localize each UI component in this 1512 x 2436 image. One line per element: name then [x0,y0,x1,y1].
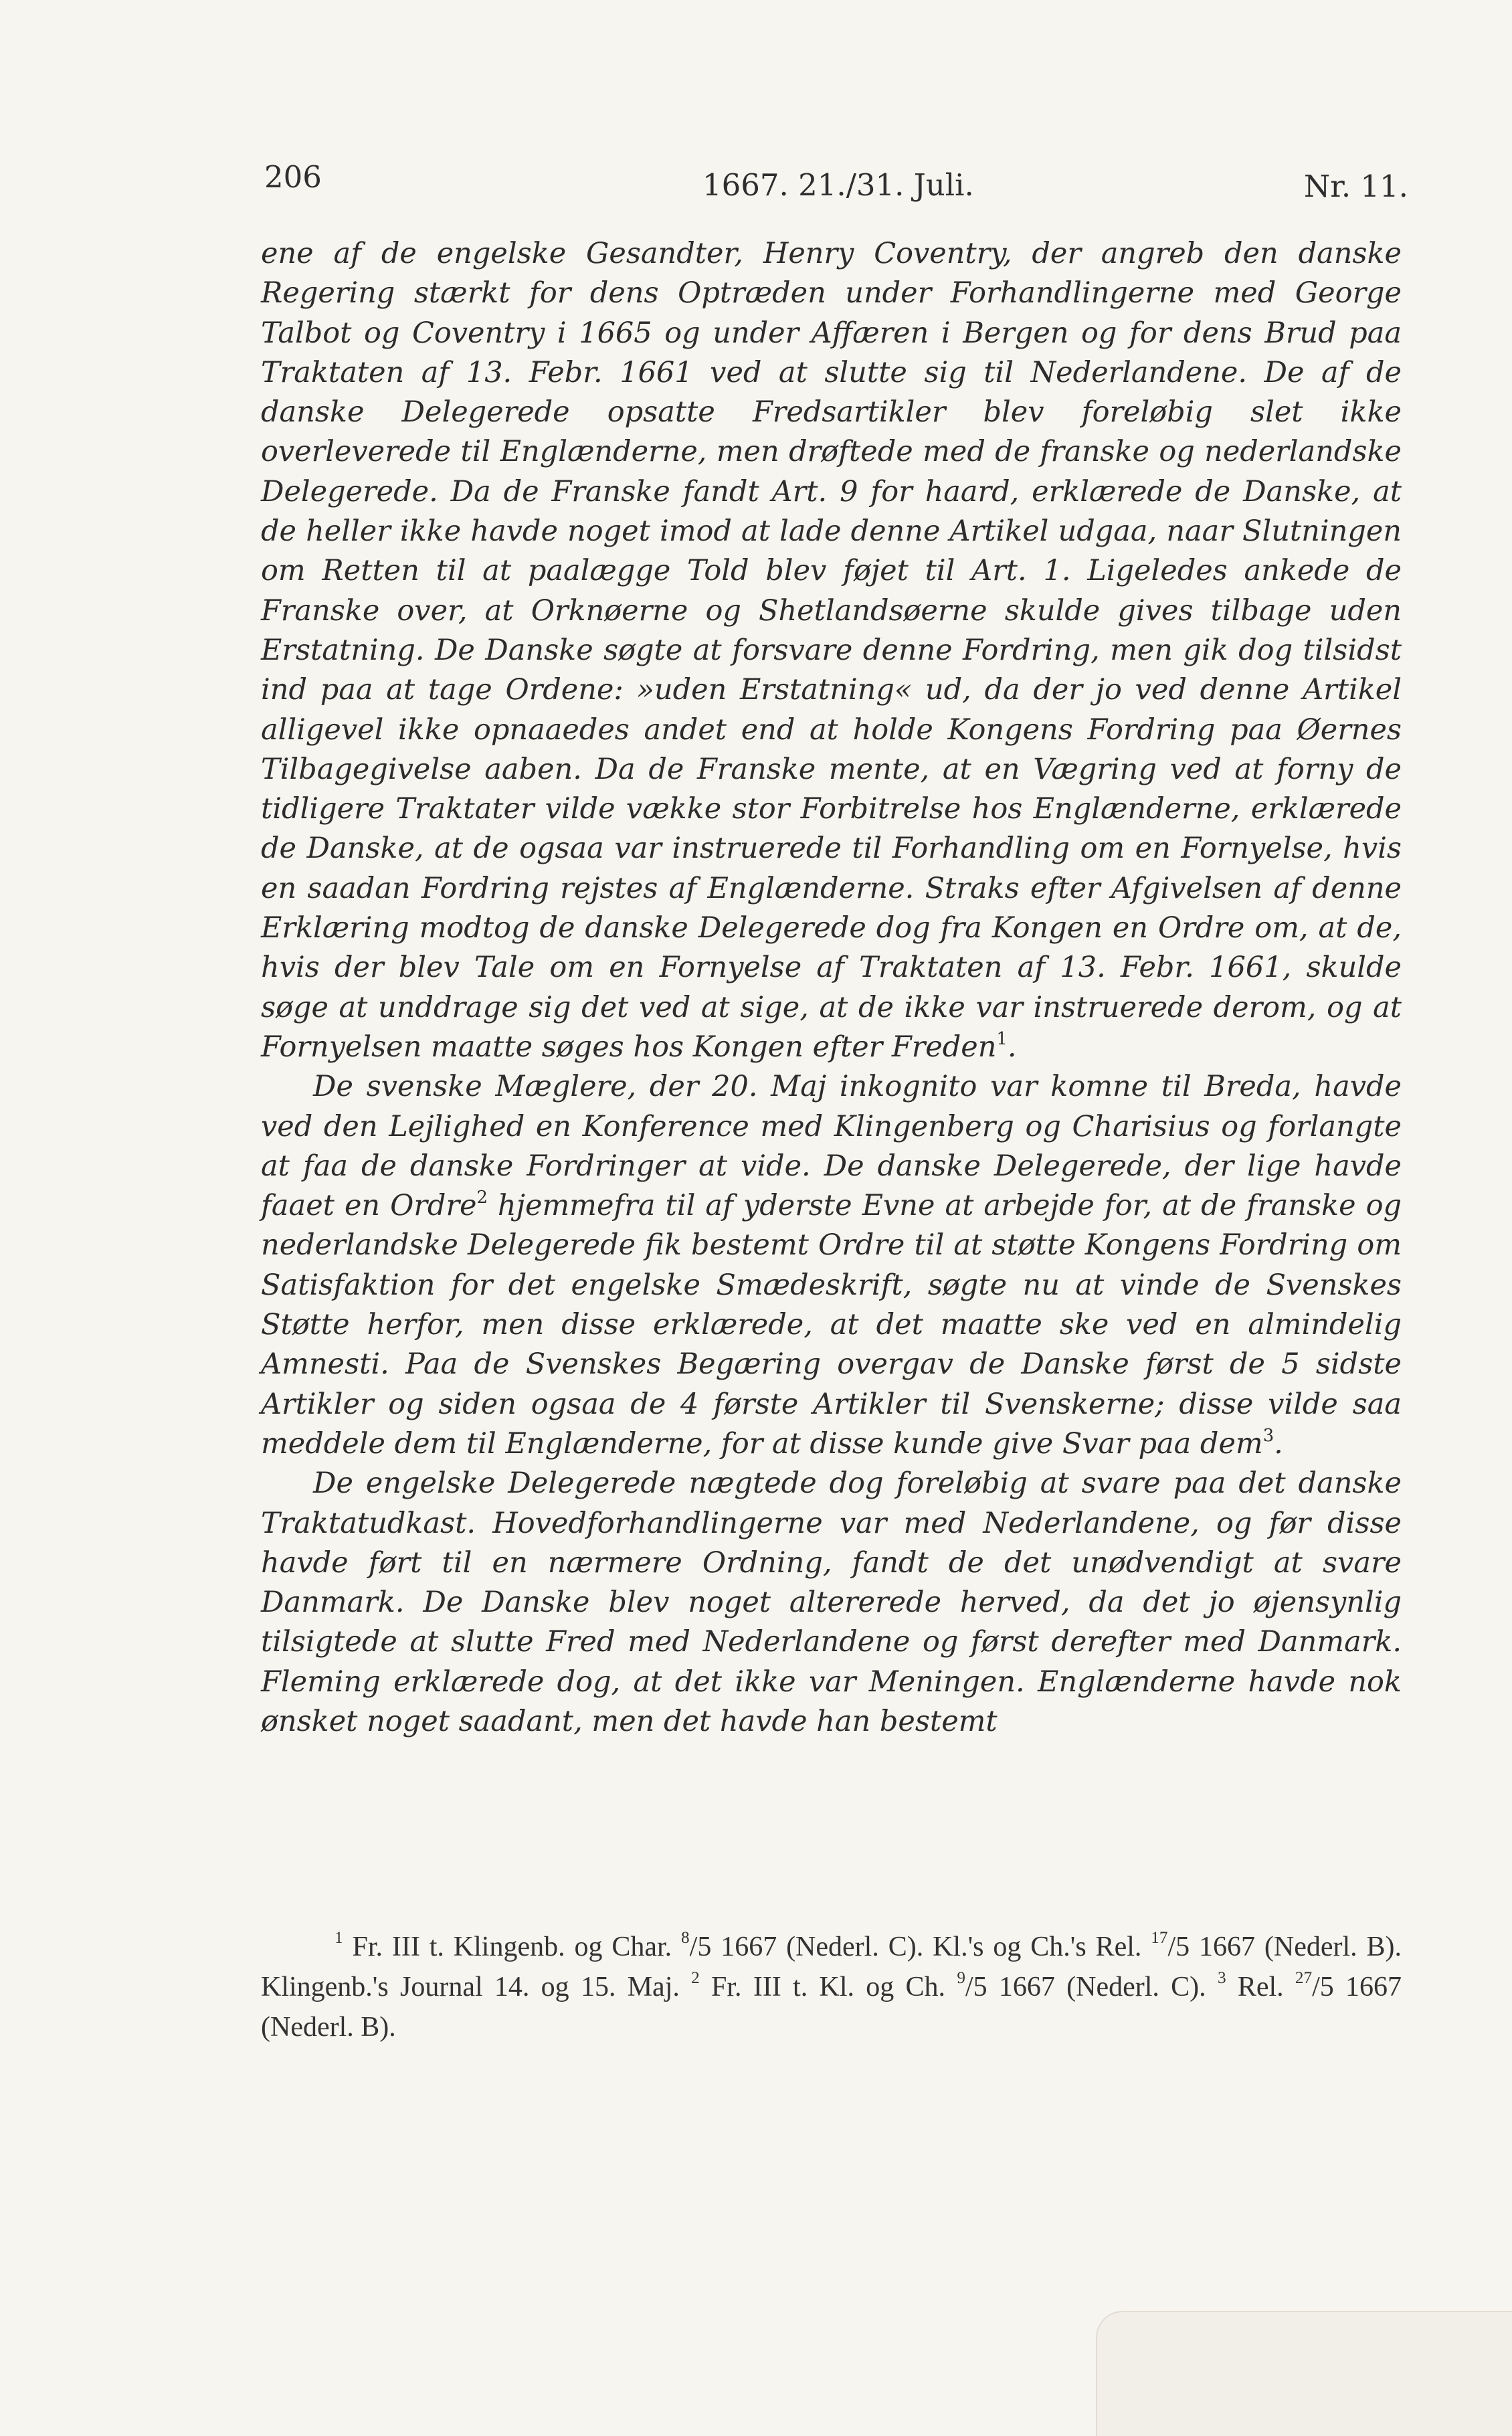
footnote-date-num: 27 [1295,1969,1313,1988]
footnote-date-num: 17 [1151,1929,1168,1948]
footnote-date-den: 5 [973,1972,987,2002]
text-run: ene af de engelske Gesandter, Henry Coventry, der angreb den danske Regering stærkt for dens Optræden under Forhandlingerne med George Talbot og Coventry i 1665 og under Affæren i Bergen og for dens Brud paa Traktaten af 13. Febr. 1661 ved at slutte sig til Nederlandene. De af de danske Delegerede opsatte Fredsartikler blev foreløbig slet ikke overleverede til Englænderne, men drøftede med de franske og nederlandske Delegerede. Da de Franske fandt Art. 9 for haard, erklærede de Danske, at de heller ikke havde noget imod at lade denne Artikel udgaa, naar Slutningen om Retten til at paalægge Told blev føjet til Art. 1. Ligeledes ankede de Franske over, at Orknøerne og Shetlandsøerne skulde gives tilbage uden Erstatning. De Danske søgte at forsvare denne Fordring, men gik dog tilsidst ind paa at tage Ordene: »uden Erstatning« ud, da der jo ved denne Artikel alligevel ikke opnaaedes andet end at holde Kongens Fordring paa Øernes Tilbagegivelse aaben. Da de Franske mente, at en Vægring ved at forny de tidligere Traktater vilde vække stor Forbitrelse hos Englænderne, erklærede de Danske, at de ogsaa var instruerede til Forhandling om en Fornyelse, hvis en saadan Fordring rejstes af Englænderne. Straks efter Afgivelsen af denne Erklæring modtog de danske Delegerede dog fra Kongen en Ordre om, at de, hvis der blev Tale om en Fornyelse af Traktaten af 13. Febr. 1661, skulde søge at unddrage sig det ved at sige, at de ikke var instruerede derom, og at Fornyelsen maatte søges hos Kongen efter Freden [261,237,1402,1064]
footnote-ref: 2 [476,1188,488,1208]
footnote-text: 1667 (Nederl. C). Kl.'s og Ch.'s Rel. [711,1932,1151,1962]
footnote-date-num: 8 [681,1929,690,1948]
footnote-text: Fr. III t. Klingenb. og Char. [352,1932,682,1962]
footnote-text: Rel. [1237,1972,1295,2002]
footnote-date-den: 5 [1175,1932,1190,1962]
footnote-marker: 2 [691,1969,700,1988]
paragraph [261,1067,1402,1464]
footnote-date-den: 5 [1319,1972,1334,2002]
page-corner-mark [1096,2311,1512,2436]
header-date: 1667. 21./31. Juli. [702,167,974,203]
text-run: De engelske Delegerede nægtede dog foreløbig at svare paa det danske Traktatudkast. Hovedforhandlingerne var med Nederlandene, og før disse havde ført til en nærmere Ordning, fandt de det unødvendigt at svare Danmark. De Danske blev noget altererede herved, da det jo øjensynlig tilsigtede at slutte Fred med Nederlandene og først derefter med Danmark. Fleming erklærede dog, at det ikke var Meningen. Englænderne havde nok ønsket noget saadant, men det havde han bestemt [261,1467,1402,1738]
footnote-text: 1667 (Nederl. C). [987,1972,1206,2002]
text-run: . [1274,1426,1283,1461]
footnote-ref: 3 [1262,1425,1274,1446]
paragraph [261,234,1402,1067]
footnote-marker: 3 [1217,1969,1226,1988]
footnotes [261,1927,1402,2047]
paragraph [261,1464,1402,1742]
text-run: hjemmefra til af yderste Evne at arbejde for, at de franske og nederlandske Delegerede fik bestemt Ordre til at støtte Kongens Fordring om Satisfaktion for det engelske Smædeskrift, søgte nu at vinde de Svenskes Støtte herfor, men disse erklærede, at det maatte ske ved en almindelig Amnesti. Paa de Svenskes Begæring overgav de Danske først de 5 sidste Artikler og siden ogsaa de 4 første Artikler til Svenskerne; disse vilde saa meddele dem til Englænderne, for at disse kunde give Svar paa dem [261,1189,1402,1461]
page-header [264,159,1408,213]
footnote-block: $^1$ Fr. III t. Klingenb. og Char. $^8$/5 1667 (Nederl. C). Kl.'s og Ch.'s Rel. $^{17}$/5 1667 (Nederl. B). Klingenb.'s Journal 14. og 15. Maj. $^2$ Fr. III t. Kl. og Ch. $^9$/5 1667 (Nederl. C). $^3$ Rel. $^{27}$/5 1667 (Nederl. B). [261,1929,1402,2043]
footnote-ref: 1 [996,1028,1008,1049]
footnote-marker: 1 [335,1929,343,1948]
text-run: . [1007,1030,1017,1064]
footnote-text: Fr. III t. Kl. og Ch. [711,1972,957,2002]
footnote-text: 1667 (Nederl. B). Klingenb.'s Journal 14. og 15. Maj. [261,1932,1402,2002]
text-run: De svenske Mæglere, der 20. Maj inkognito var komne til Breda, havde ved den Lejlighed en Konference med Klingenberg og Charisius og forlangte at faa de danske Fordringer at vide. De danske Delegerede, der lige havde faaet en Ordre [261,1070,1402,1223]
body-text [261,234,1402,1742]
page-number: 206 [264,159,322,195]
footnote-text: 1667 (Nederl. B). [261,1972,1402,2043]
document-number: Nr. 11. [1303,169,1408,204]
footnote-date-num: 9 [957,1969,965,1988]
footnote-date-den: 5 [697,1932,712,1962]
